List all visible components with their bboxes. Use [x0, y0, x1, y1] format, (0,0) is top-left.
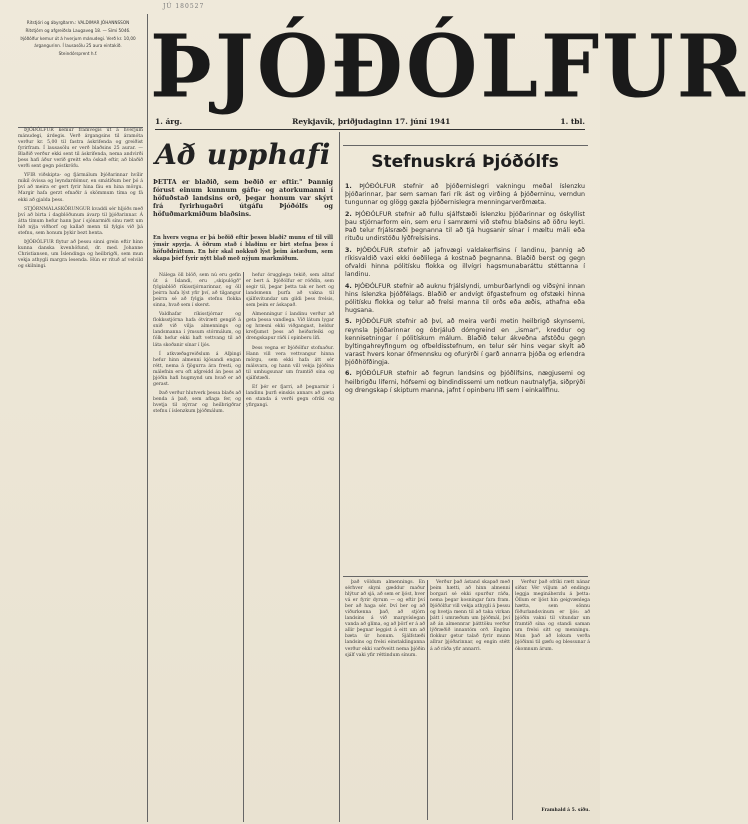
bottom-column-1: [345, 580, 425, 820]
left-paragraph: STJÓRNMÁLASKÖRUNGUR kvaddi sér hljóðs með því að birta í dagblöðunum ávarp til þjóðarinnar. Á átta tímum hefur hann þar í sjónarmiði sínu rætt um hið nýja viðhorf og kallað menn til fylgis við þá stefnu, sem honum þykir bezt henta.: [18, 206, 143, 236]
upphafi-subhead: En hvers vegna er þá beðið eftir þessu blaði? munu ef til vill ýmsir spyrja. Á öðrum stað í blaðinu er birt stefna þess í höfuðdráttum. En hér skal nokkuð lýst þeim ástæðum, sem skapa þörf fyrir nýtt blað með nýjum markmiðum.: [153, 235, 333, 262]
item-text: ÞJÓÐÓLFUR stefnir að jafnvægi valdakerfisins í landinu, þannig að ríkisvaldið vaxi ekki óeðlilega á kostnað þegnanna. Blaðið berst og gegn ofvaldi hinna pólitísku flokka og illvígri hagsmunabaráttu stéttanna í landinu.: [345, 246, 585, 278]
issue-bar: [155, 113, 585, 130]
article-paragraph: Valdhafar ríkisstjórnar og flokksstjórna hafa ótvírætt gengið á snið við vilja almennings og landsmanna í ýmsum stórmálum, og fólk hefur ekki haft vettvang til að láta skoðanir sínar í ljós.: [153, 312, 241, 348]
stefnuskra-body: [345, 183, 585, 573]
article-paragraph: Í atkvæðagreiðslum á Alþingi hefur hinn almenni kjósandi engan rétt, nema á fjögurra ára fresti, og málefnin eru oft afgreidd án þess að þjóðin hafi hugmynd um hvað er að gerast.: [153, 351, 241, 387]
stefnuskra-item: [345, 211, 585, 243]
editor-line: Ritstjóri og ábyrgðarm.: VALDIMAR JÓHANNSSON: [26, 20, 130, 25]
item-text: ÞJÓÐÓLFUR stefnir að fullu sjálfstæði íslenzku þjóðarinnar og óskyllist þau stjórnarform ein, sem eru í samræmi við stefnu blaðsins að öðru leyti. Það telur frjálsræði þegnanna til að tjá hugsanir sínar í mæltu máli eða rituðu undirstöðu lýðfrelsisins.: [345, 210, 585, 243]
stefnuskra-item: [345, 283, 585, 315]
issue-year: 1. árg.: [155, 116, 183, 126]
section-rule: [343, 145, 588, 146]
article-paragraph: Það verður hlutverk þessa blaðs að benda á það, sem aflaga fer, og hvetja til nýrrar og heilbrigðrar stefnu í íslenzkum þjóðmálum.: [153, 390, 241, 414]
item-number: 6.: [345, 370, 352, 378]
item-number: 2.: [345, 210, 352, 218]
item-number: 1.: [345, 183, 352, 190]
issue-number: 1. tbl.: [560, 116, 585, 126]
archive-stamp: JÚ 180527: [163, 3, 205, 10]
left-paragraph: ÞJÓÐÓLFUR flytur að þessu sinni grein eftir hinn kunna danska kvenhöfund, dr. med. Johanne Christiansen, um Íslendinga og heilbrigði, sem mun vekja athygli margra lesenda. Hún er rituð af velvild og skilningi.: [18, 239, 143, 269]
left-paragraph: YFIR viðskipta- og fjármálum Þjóðarinnar hvílir mikil óvissa og leyndardómur, en smátíðum ber þó á því að meira er gert fyrir hina fáu en hina mörgu. Margir hafa gerzt efnaðir á skömmum tíma og fá ekki að gjalda þess.: [18, 173, 143, 203]
column-rule: [243, 272, 244, 822]
issue-dateline: Reykjavík, þriðjudaginn 17. júní 1941: [292, 116, 451, 126]
article-paragraph: Verður það ástand skapað með þeim hætti, að hinn almenni borgari sé ekki spurður ráða, nema þegar kosningar fara fram. Þjóðólfur vill vekja athygli á þessu og hvetja menn til að taka virkan þátt í umræðum um þjóðmál, því að án almennrar þátttöku verður lýðræðið innantóm orð. Enginn flokkur getur talað fyrir munn allrar þjóðarinnar, og engin stétt á að ráða yfir annarri.: [430, 580, 510, 652]
upphafi-column-1: [153, 273, 241, 818]
office-line: Ritstjórn og afgreiðsla Laugaveg 18. — Sími 5046.: [25, 28, 131, 34]
article-paragraph: Þess vegna er Þjóðólfur stofnaður. Hann vill vera vettvangur hinna mörgu, sem ekki hafa átt sér málsvara, og hann vill vekja þjóðina til umhugsunar um framtíð sína og sjálfstæði.: [246, 345, 334, 381]
item-number: 4.: [345, 282, 352, 290]
article-paragraph: hefur órugglega tekið, sem alltaf er bert á. Þjóðólfur er róðdin, sem segir til, þegar þetta tak er hert og landsmenn þurfa að vakna til sjálfsvitundar um gildi þess frelsis, sem þeim er áskapað.: [246, 273, 334, 309]
item-text: ÞJÓÐÓLFUR stefnir að þjóðernislegri vakningu meðal íslenzku þjóðarinnar, þar sem saman fari rík ást og virðing á þjóðerninu, verndun tungunnar og glögg gæzla þjóðernislegra menningarverðmæta.: [345, 183, 585, 207]
bottom-column-3: [515, 580, 590, 820]
column-rule: [339, 132, 340, 822]
stefnuskra-item: [345, 247, 585, 279]
newspaper-logo: ÞJÓÐÓLFUR: [150, 16, 748, 118]
item-number: 5.: [345, 318, 352, 326]
stefnuskra-item: [345, 370, 585, 394]
article-paragraph: Almenningur í landinu verður að geta þessa vandlega. Við látum lygar og hræsni ekki viðgangast, heldur krefjumst þess að heiðarleiki og drengskapur ráði í opinberu lífi.: [246, 312, 334, 342]
stefnuskra-item: [345, 183, 585, 207]
article-paragraph: Verður það ofríki rætt nánar síðar. Vér viljum að endingu leggja megináherzlu á þetta: Öllum er ljóst hin geigvænlega hætta, sem sönnu föðurlandsvinum er ljós: að þjóðin vakni til vitundar um framtíð sína og standi saman um frelsi sitt og menningu. Mun það að lokum verða þjóðinni til gæfu og blessunar á ókomnum árum.: [515, 580, 590, 652]
article-paragraph: Ef þér er fjarri, að þegnarnir í landinu þurfi einskis annars að gæta en standa á verði gegn ofríki og yfirgangi.: [246, 384, 334, 408]
upphafi-lead: ÞETTA er blaðið, sem beðið er eftir." Þannig fórust einum kunnum gáfu- og atorkumanni í höfuðstað landsins orð, þegar honum var skýrt frá fyrirhugaðri útgáfu Þjóðólfs og höfuðmarkmiðum blaðsins.: [153, 178, 333, 219]
subscription-line: Þjóðólfur kemur út á hverjum mánudegi. Verð kr. 10,00 árgangurinn. Í lausasölu 25 aura eintakið.: [20, 36, 136, 48]
article-paragraph: Nálega öll blöð, sem nú eru gefin út á Íslandi, eru „skipulögð" fylgiablöð ríkisstjórnarinnar, og öll þeirra hafa lýst yfir því, að tilgangur þeirra sé að fylgja stefnu flokka sinna, hvað sem í skerst.: [153, 273, 241, 309]
bottom-column-2: [430, 580, 510, 820]
item-text: ÞJÓÐÓLFUR stefnir að fegrun landsins og þjóðlífsins, nægjusemi og heilbrigðu líferni, hófsemi og bindindissemi um notkun nautnalyfja, siðprýði og drengskap í skiptum manna, jafnt í opinberu lífi sem í einkalífinu.: [345, 370, 585, 394]
printer-line: Steindórsprent h.f.: [58, 50, 98, 56]
article-paragraph: það völdum almennings. En sérhver skyni gæddur maður hlýtur að sjá, að sem er ljóst, hver vá er fyrir dyrum — og eftir því ber að haga sér. Því ber og að viðurkenna það, að stjórn landsins á við margvíslegan vanda að glíma, og að þörf er á að allir þegnar leggist á eitt um að bæta úr honum. Sjálfstæði landsins og frelsi einstaklinganna verður ekki varðveitt nema þjóðin sjálf vaki yfir réttindum sínum.: [345, 580, 425, 658]
left-column: [18, 128, 143, 818]
stefnuskra-headline: Stefnuskrá Þjóðólfs: [371, 152, 559, 172]
continued-note: Framhald á 5. síðu.: [541, 808, 590, 813]
section-rule: [343, 576, 588, 577]
upphafi-column-2: [246, 273, 334, 818]
upphafi-headline: Að upphafi: [155, 138, 331, 171]
item-number: 3.: [345, 246, 352, 254]
item-text: ÞJÓÐÓLFUR stefnir að auknu frjálslyndi, umburðarlyndi og víðsýni innan hins íslenzka þjóðfélags. Blaðið er andvígt öfgastefnum og ofstæki hinna pólitísku flokka og telur að frelsi manna til orðs eða æðis, athafna eða hugsana.: [345, 282, 585, 314]
masthead-info: [18, 20, 138, 59]
left-paragraph: ÞJÓÐÓLFUR kemur framvegis út á hverjum mánudegi, árdegis. Verð árgangsins til áramóta verður kr. 5,00 til fastra áskrifenda og greiðist fyrirfram. Í lausasölu er verð blaðsins 25 aurar. — Blaðið verður ekki sent til áskrifenda, nema andvirði þess hafi áður verið greitt eða óskað eftir, að blaðið verði sent gegn póstkröfu.: [18, 128, 143, 170]
stefnuskra-item: [345, 318, 585, 367]
column-rule: [512, 580, 513, 820]
column-rule: [427, 580, 428, 820]
column-rule: [147, 14, 148, 822]
item-text: ÞJÓÐÓLFUR stefnir að því, að meira verði metin heilbrigð skynsemi, reynsla þjóðarinnar og óbrjáluð dómgreind en „ismar", kreddur og kennisetningar í pólitískum málum. Blaðið telur ákveðna afstöðu gegn byltingahreyfingum og ofbeldisstefnum, en telur sér hins vegar skylt að varast hvers konar öfmennsku og ofurýrði í garð annarra þjóða og erlendra þjóðhöfðingja.: [345, 318, 585, 366]
